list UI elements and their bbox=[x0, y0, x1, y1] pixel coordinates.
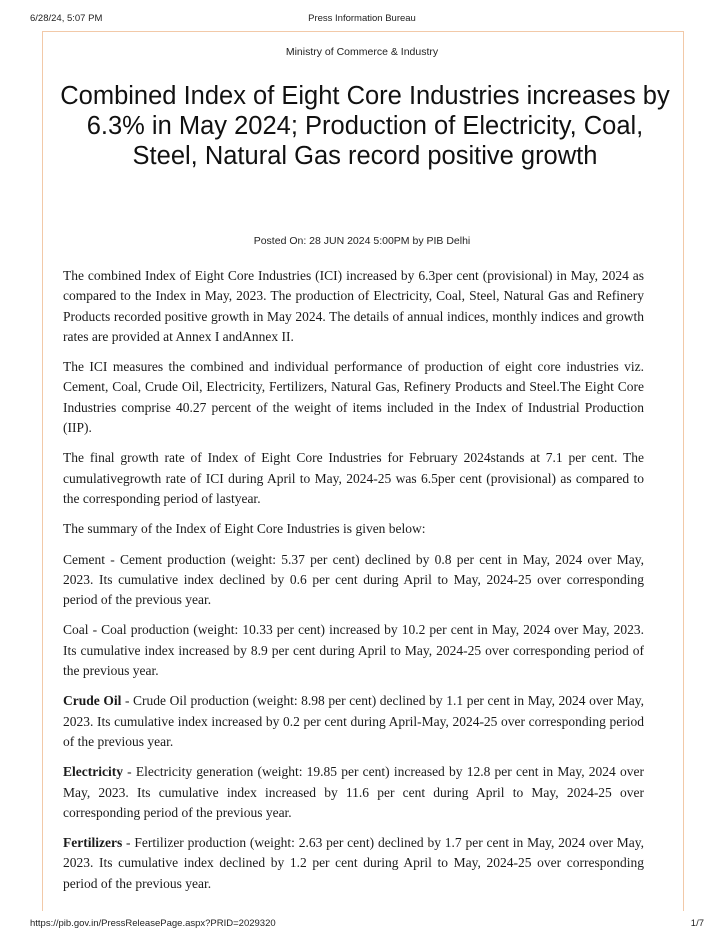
paragraph: The summary of the Index of Eight Core Industries is given below: bbox=[63, 521, 426, 537]
industry-name: Crude Oil bbox=[63, 693, 122, 709]
industry-paragraph-crude-oil bbox=[63, 691, 644, 752]
page-url-link[interactable]: https://pib.gov.in/PressReleasePage.aspx?PRID=2029320 bbox=[30, 918, 276, 929]
paragraph: The ICI measures the combined and individual performance of production of eight core industries viz. Cement, Coal, Crude Oil, Electricity, Fertilizers, Natural Gas, Refinery Products and Steel.The Eight Core Industries comprise 40.27 percent of the weight of items included in the Index of Industrial Production (IIP). bbox=[63, 359, 644, 436]
industry-name: Electricity bbox=[63, 764, 123, 780]
industry-text: - Fertilizer production (weight: 2.63 per cent) declined by 1.7 per cent in May, 2024 over May, 2023. Its cumulative index declined by 1.2 per cent during April to May, 2024-25 over corresponding period of the previous year. bbox=[63, 835, 644, 891]
industry-text: - Electricity generation (weight: 19.85 per cent) increased by 12.8 per cent in May, 2024 over May, 2023. Its cumulative index increased by 11.6 per cent during April to May, 2024-25 over corresponding period of the previous year. bbox=[63, 764, 644, 820]
page-number: 1/7 bbox=[690, 918, 704, 929]
industry-name: Cement bbox=[63, 551, 105, 567]
print-datetime: 6/28/24, 5:07 PM bbox=[30, 13, 103, 24]
industry-name: Fertilizers bbox=[63, 835, 123, 851]
article-body bbox=[63, 266, 644, 904]
industry-name: Coal bbox=[63, 622, 89, 638]
print-site-name: Press Information Bureau bbox=[308, 13, 416, 24]
paragraph: The final growth rate of Index of Eight Core Industries for February 2024stands at 7.1 per cent. The cumulativegrowth rate of ICI during April to May, 2024-25 was 6.5per cent (provisional) as compared to the corresponding period of lastyear. bbox=[63, 450, 644, 506]
industry-text: - Crude Oil production (weight: 8.98 per cent) declined by 1.1 per cent in May, 2024 over May, 2023. Its cumulative index increased by 0.2 per cent during April-May, 2024-25 over corresponding period of the previous year. bbox=[63, 693, 644, 749]
page-title: Combined Index of Eight Core Industries increases by 6.3% in May 2024; Production of Electricity, Coal, Steel, Natural Gas record positive growth bbox=[60, 82, 670, 170]
ministry-name: Ministry of Commerce & Industry bbox=[285, 46, 439, 58]
paragraph: The combined Index of Eight Core Industries (ICI) increased by 6.3per cent (provisional) in May, 2024 as compared to the Index in May, 2023. The production of Electricity, Coal, Steel, Natural Gas and Refinery Products recorded positive growth in May 2024. The details of annual indices, monthly indices and growth rates are provided at Annex I andAnnex II. bbox=[63, 268, 644, 344]
industry-text: - Coal production (weight: 10.33 per cent) increased by 10.2 per cent in May, 2024 over May, 2023. Its cumulative index increased by 8.9 per cent during April to May, 2024-25 over corresponding period of the previous year. bbox=[63, 622, 644, 679]
posted-on: Posted On: 28 JUN 2024 5:00PM by PIB Delhi bbox=[253, 235, 471, 247]
industry-paragraph-cement bbox=[63, 550, 644, 611]
industry-text: - Cement production (weight: 5.37 per cent) declined by 0.8 per cent in May, 2024 over May, 2023. Its cumulative index declined by 0.6 per cent during April to May, 2024-25 over corresponding period of the previous year. bbox=[63, 551, 644, 608]
industry-paragraph-electricity bbox=[63, 762, 644, 823]
industry-paragraph-fertilizers bbox=[63, 833, 644, 894]
industry-paragraph-coal bbox=[63, 620, 644, 681]
